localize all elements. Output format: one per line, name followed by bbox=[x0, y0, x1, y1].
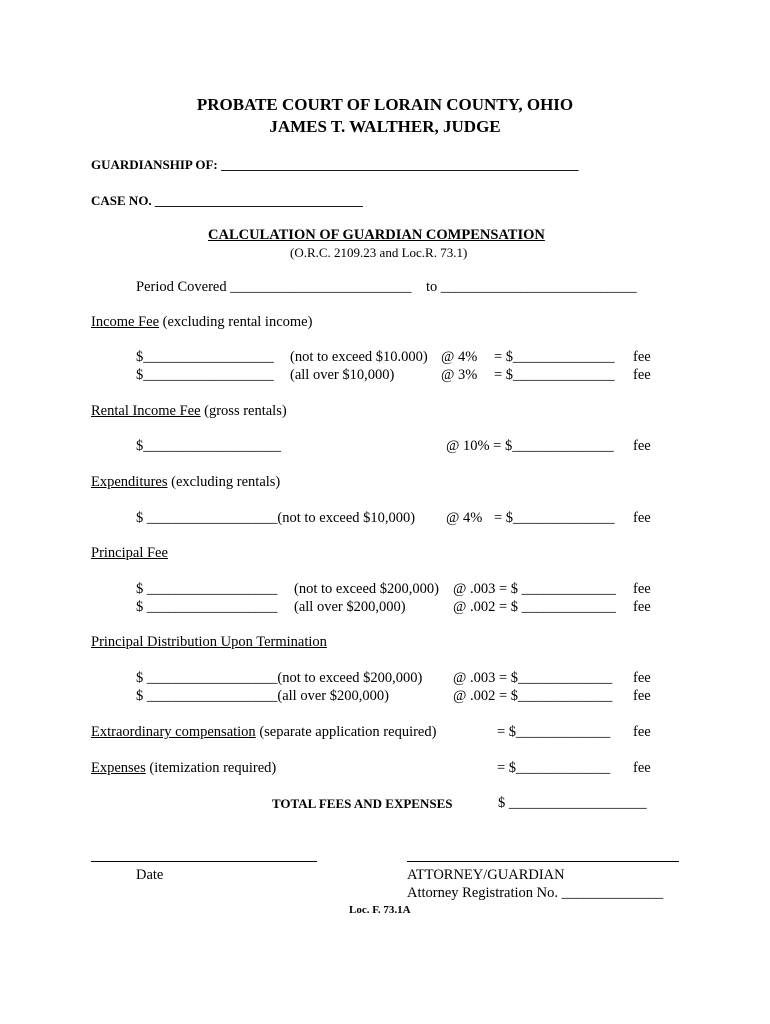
attorney-label: ATTORNEY/GUARDIAN bbox=[407, 867, 565, 883]
rental-fee-heading bbox=[91, 403, 287, 420]
total-blank: $ ___________________ bbox=[498, 795, 647, 811]
expenditures-fee: fee bbox=[633, 510, 651, 526]
principal-fee-row-amount: $ __________________ bbox=[136, 599, 278, 615]
principal-distribution-row-fee: fee bbox=[633, 670, 651, 686]
extraordinary-heading bbox=[91, 724, 436, 741]
expenses-fee: fee bbox=[633, 760, 651, 776]
attorney-registration-field: Attorney Registration No. ______________ bbox=[407, 885, 664, 901]
rental-fee-title: Rental Income Fee bbox=[91, 403, 201, 419]
income-fee-row-desc: (all over $10,000) bbox=[290, 367, 395, 383]
form-title: CALCULATION OF GUARDIAN COMPENSATION bbox=[208, 227, 545, 243]
principal-fee-row-desc: (not to exceed $200,000) bbox=[294, 581, 439, 597]
expenditures-amount: $ __________________(not to exceed $10,000) bbox=[136, 510, 416, 526]
income-fee-row-desc: (not to exceed $10.000) bbox=[290, 349, 428, 365]
principal-distribution-heading: Principal Distribution Upon Termination bbox=[91, 634, 327, 650]
income-fee-row-eq: = $______________ bbox=[494, 349, 615, 365]
expenses-eq: = $_____________ bbox=[497, 760, 611, 776]
rental-fee-fee: fee bbox=[633, 438, 651, 454]
case-number-field: CASE NO. ________________________________ bbox=[91, 193, 363, 208]
principal-fee-row-amount: $ __________________ bbox=[136, 581, 278, 597]
principal-fee-row-rate: @ .002 = $ _____________ bbox=[453, 599, 616, 615]
extraordinary-fee: fee bbox=[633, 724, 651, 740]
extraordinary-note: (separate application required) bbox=[255, 724, 437, 740]
rental-fee-rate: @ 10% = $______________ bbox=[446, 438, 614, 454]
expenditures-note: (excluding rentals) bbox=[167, 474, 281, 490]
principal-distribution-row-rate: @ .003 = $_____________ bbox=[453, 670, 613, 686]
attorney-signature-line bbox=[407, 861, 679, 862]
principal-distribution-row-amount: $ __________________(not to exceed $200,000) bbox=[136, 670, 423, 686]
principal-fee-heading: Principal Fee bbox=[91, 545, 168, 561]
period-to-field: to ___________________________ bbox=[426, 279, 637, 295]
principal-fee-row-rate: @ .003 = $ _____________ bbox=[453, 581, 616, 597]
principal-fee-row-fee: fee bbox=[633, 581, 651, 597]
expenses-heading bbox=[91, 760, 276, 777]
rental-fee-note: (gross rentals) bbox=[200, 403, 287, 419]
rental-fee-amount: $___________________ bbox=[136, 438, 281, 454]
income-fee-row-amount: $__________________ bbox=[136, 367, 274, 383]
income-fee-title: Income Fee bbox=[91, 314, 160, 330]
principal-distribution-row-amount: $ __________________(all over $200,000) bbox=[136, 688, 389, 704]
period-covered-field: Period Covered _________________________ bbox=[136, 279, 412, 295]
income-fee-row-fee: fee bbox=[633, 367, 651, 383]
extraordinary-title: Extraordinary compensation bbox=[91, 724, 256, 740]
guardianship-field: GUARDIANSHIP OF: _______________________________________________________ bbox=[91, 157, 579, 172]
expenses-note: (itemization required) bbox=[145, 760, 277, 776]
total-label: TOTAL FEES AND EXPENSES bbox=[272, 796, 453, 811]
principal-fee-row-fee: fee bbox=[633, 599, 651, 615]
income-fee-row-fee: fee bbox=[633, 349, 651, 365]
expenditures-heading bbox=[91, 474, 280, 491]
principal-fee-row-desc: (all over $200,000) bbox=[294, 599, 406, 615]
income-fee-row-eq: = $______________ bbox=[494, 367, 615, 383]
form-id: Loc. F. 73.1A bbox=[349, 904, 411, 916]
expenditures-title: Expenditures bbox=[91, 474, 168, 490]
judge-heading: JAMES T. WALTHER, JUDGE bbox=[269, 117, 501, 136]
expenses-title: Expenses bbox=[91, 760, 146, 776]
income-fee-row-rate: @ 3% bbox=[441, 367, 478, 383]
extraordinary-eq: = $_____________ bbox=[497, 724, 611, 740]
expenditures-eq: = $______________ bbox=[494, 510, 615, 526]
date-signature-line bbox=[91, 861, 317, 862]
form-subtitle: (O.R.C. 2109.23 and Loc.R. 73.1) bbox=[290, 245, 468, 260]
principal-distribution-row-fee: fee bbox=[633, 688, 651, 704]
date-label: Date bbox=[136, 867, 164, 883]
court-heading: PROBATE COURT OF LORAIN COUNTY, OHIO bbox=[196, 95, 574, 114]
income-fee-row-rate: @ 4% bbox=[441, 349, 478, 365]
principal-distribution-row-rate: @ .002 = $_____________ bbox=[453, 688, 613, 704]
income-fee-note: (excluding rental income) bbox=[159, 314, 313, 330]
income-fee-row-amount: $__________________ bbox=[136, 349, 274, 365]
income-fee-heading bbox=[91, 314, 312, 331]
expenditures-rate: @ 4% bbox=[446, 510, 483, 526]
